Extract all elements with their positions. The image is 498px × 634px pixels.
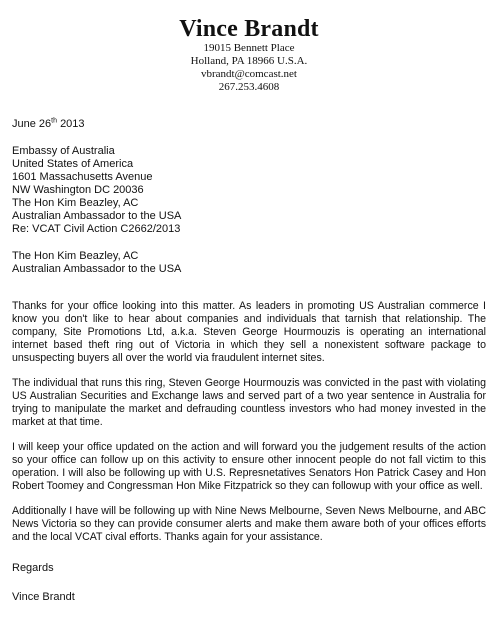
address-line: Embassy of Australia	[12, 145, 115, 157]
signature: Vince Brandt	[12, 591, 75, 603]
letter-date	[12, 118, 486, 131]
sender-street: 19015 Bennett Place	[203, 42, 295, 54]
body-paragraph: The individual that runs this ring, Steven George Hourmouzis was convicted in the past with violating US Australian Securities and Exchange laws and served part of a two year sentence in Australia for trying to manipulate the market and defrauding countless investors who had money invested in the market at that time.	[12, 377, 486, 428]
closing: Regards	[12, 562, 54, 574]
body-paragraph: Thanks for your office looking into this matter. As leaders in promoting US Australian commerce I know you don't like to hear about companies and individuals that tarnish that relationship. The company, Site Promotions Ltd, a.k.a. Steven George Hourmouzis is operating an international internet based theft ring out of Victoria in which they sell a nonexistent software package to unsuspecting buyers all over the world via fraudulent internet sites.	[12, 300, 486, 364]
date-year: 2013	[60, 118, 85, 130]
body-paragraph: I will keep your office updated on the action and will forward you the judgement results of the action so your office can follow up on this activity to ensure other innocent people do not fall victim to this operation. I will also be following up with U.S. Represnetatives Senators Hon Patrick Casey and Hon Robert Toomey and Congressman Hon Mike Fitzpatrick so they can followup with your office as well.	[12, 441, 486, 492]
date-suffix: th	[51, 117, 57, 125]
reference-line: Re: VCAT Civil Action C2662/2013	[12, 223, 181, 235]
address-line: United States of America	[12, 158, 134, 170]
body-paragraph: Additionally I have will be following up with Nine News Melbourne, Seven News Melbourne, and ABC News Victoria so they can provide consumer alerts and make them aware both of your offices efforts and the local VCAT cival efforts. Thanks again for your assistance.	[12, 505, 486, 543]
recipient-address	[12, 145, 486, 236]
salutation-line: The Hon Kim Beazley, AC	[12, 250, 139, 262]
address-line: NW Washington DC 20036	[12, 184, 144, 196]
address-line: Australian Ambassador to the USA	[12, 210, 182, 222]
address-line: The Hon Kim Beazley, AC	[12, 197, 139, 209]
date-month-day: June 26	[12, 118, 52, 130]
sender-city: Holland, PA 18966 U.S.A.	[190, 55, 308, 67]
address-line: 1601 Massachusetts Avenue	[12, 171, 153, 183]
sender-phone: 267.253.4608	[218, 81, 280, 93]
letterhead	[12, 0, 486, 94]
salutation	[12, 250, 486, 276]
salutation-line: Australian Ambassador to the USA	[12, 263, 182, 275]
sender-name: Vince Brandt	[179, 16, 319, 42]
sender-email: vbrandt@comcast.net	[201, 68, 297, 80]
